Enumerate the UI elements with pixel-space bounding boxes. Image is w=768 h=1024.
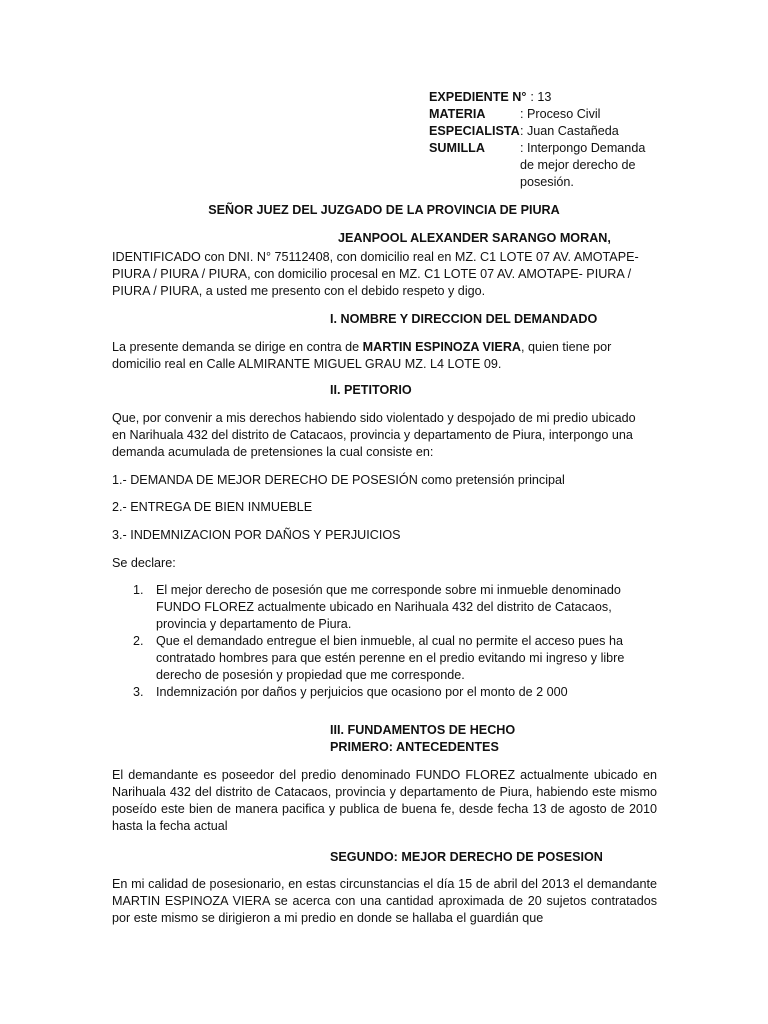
section-3-title: III. FUNDAMENTOS DE HECHO [330, 723, 516, 737]
sumilla-row [429, 140, 669, 157]
plaintiff-name: JEANPOOL ALEXANDER SARANGO MORAN, [338, 231, 611, 245]
addressee: SEÑOR JUEZ DEL JUZGADO DE LA PROVINCIA DE PIURA [208, 203, 560, 217]
request-number: 3. [133, 685, 144, 699]
expediente-value: : 13 [530, 90, 552, 104]
petitorio-line-1: Que, por convenir a mis derechos habiendo sido violentado y despojado de mi predio ubicado [112, 411, 636, 425]
sumilla-value: : Interpongo Demanda [520, 141, 646, 155]
declare-label: Se declare: [112, 556, 176, 570]
request-line: Indemnización por daños y perjuicios que ocasiono por el monto de 2 000 [156, 685, 568, 699]
especialista-value: : Juan Castañeda [520, 124, 619, 138]
second-paragraph: En mi calidad de posesionario, en estas circunstancias el día 15 de abril del 2013 el demandante MARTIN ESPINOZA VIERA se acerca con una cantidad aproximada de 20 sujetos contratados por este mismo se dirigieron a mi predio en donde se hallaba el guardián que [112, 877, 657, 925]
request-number: 2. [133, 634, 144, 648]
section-1-line-1-pre: La presente demanda se dirige en contra de [112, 340, 363, 354]
petitorio-line-2: en Narihuala 432 del distrito de Catacaos, provincia y departamento de Piura, interpongo una [112, 428, 633, 442]
section-1-title: I. NOMBRE Y DIRECCION DEL DEMANDADO [330, 312, 598, 326]
especialista-label: ESPECIALISTA [429, 124, 520, 138]
intro-line-1: IDENTIFICADO con DNI. N° 75112408, con domicilio real en MZ. C1 LOTE 07 AV. AMOTAPE- [112, 250, 639, 264]
case-header [429, 89, 669, 191]
sumilla-continuation-1: de mejor derecho de [520, 158, 636, 172]
section-3-subtitle: PRIMERO: ANTECEDENTES [330, 740, 499, 754]
materia-row [429, 106, 669, 123]
request-line: provincia y departamento de Piura. [156, 617, 352, 631]
sumilla-continuation-2: posesión. [520, 175, 574, 189]
claim-item-2: 2.- ENTREGA DE BIEN INMUEBLE [112, 500, 313, 514]
request-list [112, 582, 701, 701]
request-line: contratado hombres para que estén perenne en el predio evitando mi ingreso y libre [156, 651, 625, 665]
request-line: FUNDO FLOREZ actualmente ubicado en Narihuala 432 del distrito de Catacaos, [156, 600, 612, 614]
claim-item-1: 1.- DEMANDA DE MEJOR DERECHO DE POSESIÓN como pretensión principal [112, 473, 565, 487]
defendant-name: MARTIN ESPINOZA VIERA [362, 340, 522, 354]
request-line: derecho de posesión y propiedad que me corresponde. [156, 668, 465, 682]
section-1-line-1-post: , quien tiene por [521, 340, 612, 354]
request-number: 1. [133, 583, 144, 597]
request-item-3 [133, 684, 701, 701]
request-item-1 [133, 582, 701, 633]
especialista-row [429, 123, 669, 140]
request-line: Que el demandado entregue el bien inmueble, al cual no permite el acceso pues ha [156, 634, 623, 648]
claim-item-3: 3.- INDEMNIZACION POR DAÑOS Y PERJUICIOS [112, 528, 401, 542]
antecedentes-paragraph: El demandante es poseedor del predio denominado FUNDO FLOREZ actualmente ubicado en Narihuala 432 del distrito de Catacaos, provincia y departamento de Piura, habiendo este mismo poseído este bien de manera pacifica y publica de buena fe, desde fecha 13 de agosto de 2010 hasta la fecha actual [112, 768, 657, 833]
materia-label: MATERIA [429, 107, 486, 121]
request-line: El mejor derecho de posesión que me corresponde sobre mi inmueble denominado [156, 583, 621, 597]
intro-line-3: PIURA / PIURA, a usted me presento con el debido respeto y digo. [112, 284, 486, 298]
materia-value: : Proceso Civil [520, 107, 601, 121]
second-title: SEGUNDO: MEJOR DERECHO DE POSESION [330, 850, 603, 864]
request-item-2 [133, 633, 701, 684]
expediente-label: EXPEDIENTE N° [429, 90, 527, 104]
petitorio-line-3: demanda acumulada de pretensiones la cual consiste en: [112, 445, 434, 459]
intro-line-2: PIURA / PIURA / PIURA, con domicilio procesal en MZ. C1 LOTE 07 AV. AMOTAPE- PIURA / [112, 267, 632, 281]
section-1-line-1 [112, 339, 657, 356]
section-1-line-2: domicilio real en Calle ALMIRANTE MIGUEL GRAU MZ. L4 LOTE 09. [112, 357, 502, 371]
expediente-row [429, 89, 669, 106]
section-2-title: II. PETITORIO [330, 383, 412, 397]
sumilla-label: SUMILLA [429, 141, 485, 155]
